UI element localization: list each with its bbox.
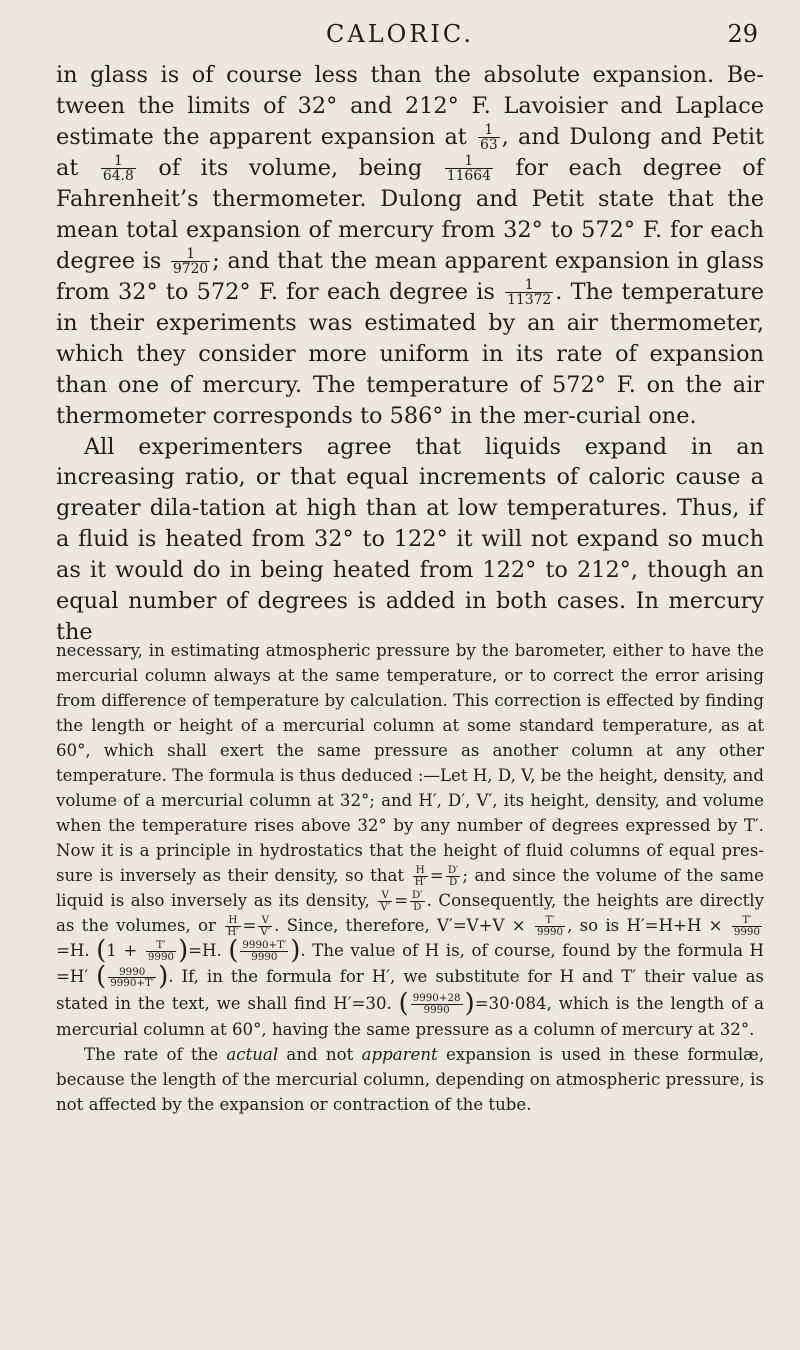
paragraph-actual-rate: The rate of the actual and not apparent expansion is used in these formulæ, because the length of the mercurial column, depending on atmospheric pressure, is not affected by the expansion or contraction of the tube. xyxy=(56,1045,765,1115)
equation: ( $\frac{9990+28}{9990}$ ) xyxy=(398,988,475,1019)
page-number: 29 xyxy=(727,20,758,48)
equation: ( $\frac{9990}{9990+T'}$ ) xyxy=(96,961,169,992)
paragraph-barometer-correction: necessary, in estimating atmospheric pressure by the barometer, either to have the mercurial column always at the same temperature, or to correct the error arising from difference of temperature by calculation. This correction is effected by finding the length or height of a mercurial column at some standard temperature, as at 60°, which shall exert the same pressure as another column at any other temperature. The formula is thus deduced :—Let H, D, V, be the height, density, and volume of a mercurial column at 32°; and H′, D′, V′, its height, density, and volume when the temperature rises above 32° by any number of degrees expressed by T′. Now it is a principle in hydrostatics that the height of fluid columns of equal pres-sure is inversely as their density, so that $\frac{H}{H'}$ = $\frac{D'}{D}$ ; and since the volume of the same liquid is also inversely as its density, $\frac{V}{V'}$ = $\frac{D'}{D}$ . Consequently, the heights are directly as the volumes, or $\frac{H}{H'}$ = $\frac{V}{V'}$ . Since, therefore, V′=V+V × $\frac{T'}{9990}$ , so is H′=H+H × $\frac{T'}{9990}$ =H. (1 + $\frac{T'}{9990}$ )=H. ( $\frac{9990+T'}{9990}$ ). The value of H is, of course, found by the formula H =H′ ( $\frac{9990}{9990+T'}$ ). If, in the formula for H′, we substitute for H and T′ their value as stated in the text, we shall find H′=30. ( $\frac{9990+28}{9990}$ )=30·084, which is the length of a mercurial column at 60°, having the same pressure as a column of mercury at 32°. xyxy=(56,641,765,1040)
paragraph-increasing-ratio: All experimenters agree that liquids expand in an increasing ratio, or that equal increments of caloric cause a greater dila-tation at high than at low temperatures. Thus, if a fluid is heated from 32° to 122° it will not expand so much as it would do in being heated from 122° to 212°, though an equal number of degrees is added in both cases. In mercury the xyxy=(56,433,764,645)
paragraph-glass-expansion: in glass is of course less than the absolute expansion. Be-tween the limits of 32° and 212° F. Lavoisier and Laplace estimate the apparent expansion at $\frac{1}{63}$ , and Dulong and Petit at $\frac{1}{64.8}$ of its volume, being $\frac{1}{11664}$ for each degree of Fahrenheit’s thermometer. Dulong and Petit state that the mean total expansion of mercury from 32° to 572° F. for each degree is $\frac{1}{9720}$ ; and that the mean apparent expansion in glass from 32° to 572° F. for each degree is $\frac{1}{11372}$ . The temperature in their experiments was estimated by an air thermometer, which they consider more uniform in its rate of expansion than one of mercury. The temperature of 572° F. on the air thermometer corresponds to 586° in the mer-curial one. xyxy=(56,62,765,429)
page-header xyxy=(0,14,800,54)
equation: ( $\frac{9990+T'}{9990}$ ) xyxy=(228,935,301,966)
fraction: $\frac{1}{11664}$ xyxy=(446,152,491,185)
fraction: $\frac{1}{63}$ xyxy=(480,121,498,154)
fraction: $\frac{1}{9720}$ xyxy=(172,245,209,278)
equation: $\frac{V}{V'}$ = $\frac{D'}{D}$ xyxy=(380,889,423,913)
fraction: $\frac{1}{11372}$ xyxy=(507,276,552,309)
fraction: $\frac{1}{64.8}$ xyxy=(102,152,134,185)
running-head: CALORIC. xyxy=(326,20,474,48)
equation: $\frac{H}{H'}$ = $\frac{V}{V'}$ xyxy=(227,914,271,938)
fraction: $\frac{T'}{9990}$ xyxy=(733,914,760,938)
equation: (1 + $\frac{T'}{9990}$ ) xyxy=(96,935,189,966)
equation: $\frac{H}{H'}$ = $\frac{D'}{D}$ xyxy=(414,864,459,888)
footnote-text xyxy=(56,638,764,1117)
fraction: $\frac{T'}{9990}$ xyxy=(536,914,564,938)
main-text xyxy=(56,60,764,648)
